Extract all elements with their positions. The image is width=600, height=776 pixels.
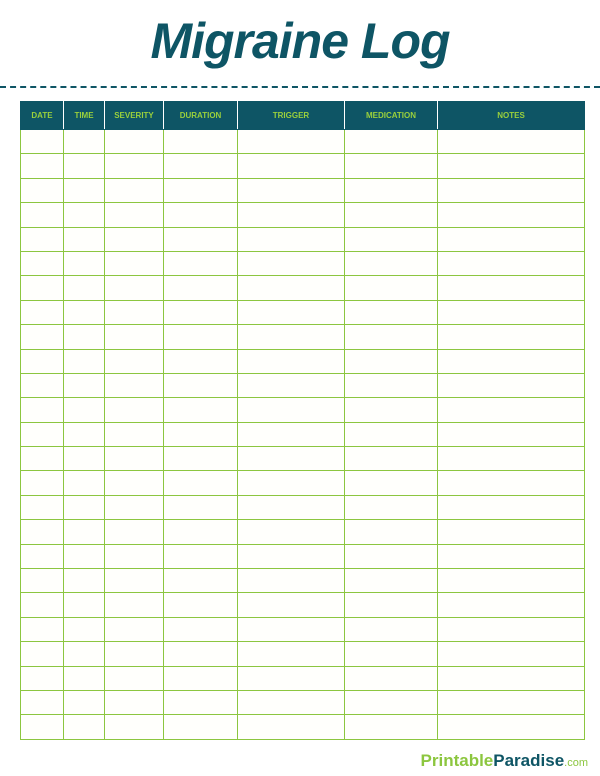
cell-severity[interactable] xyxy=(105,398,164,422)
table-row xyxy=(21,300,585,324)
cell-duration[interactable] xyxy=(164,325,238,349)
table-row xyxy=(21,593,585,617)
cell-trigger[interactable] xyxy=(238,690,345,714)
brand-part-printable: Printable xyxy=(420,751,494,770)
cell-date[interactable] xyxy=(21,154,64,178)
header-row xyxy=(21,102,585,130)
brand-part-paradise: Paradise xyxy=(493,751,565,770)
cell-date[interactable] xyxy=(21,373,64,397)
cell-trigger[interactable] xyxy=(238,715,345,739)
cell-date[interactable] xyxy=(21,471,64,495)
cell-medication[interactable] xyxy=(345,422,438,446)
cell-date[interactable] xyxy=(21,447,64,471)
cell-duration[interactable] xyxy=(164,349,238,373)
column-header-trigger: TRIGGER xyxy=(238,102,345,130)
dashed-divider xyxy=(0,86,600,88)
cell-time[interactable] xyxy=(64,251,105,275)
cell-time[interactable] xyxy=(64,154,105,178)
cell-notes[interactable] xyxy=(438,325,585,349)
cell-date[interactable] xyxy=(21,398,64,422)
cell-time[interactable] xyxy=(64,666,105,690)
cell-trigger[interactable] xyxy=(238,495,345,519)
cell-medication[interactable] xyxy=(345,300,438,324)
table-row xyxy=(21,422,585,446)
cell-notes[interactable] xyxy=(438,251,585,275)
cell-notes[interactable] xyxy=(438,593,585,617)
cell-medication[interactable] xyxy=(345,642,438,666)
cell-notes[interactable] xyxy=(438,276,585,300)
cell-duration[interactable] xyxy=(164,203,238,227)
cell-trigger[interactable] xyxy=(238,178,345,202)
cell-date[interactable] xyxy=(21,422,64,446)
cell-severity[interactable] xyxy=(105,422,164,446)
cell-trigger[interactable] xyxy=(238,251,345,275)
cell-severity[interactable] xyxy=(105,471,164,495)
cell-medication[interactable] xyxy=(345,471,438,495)
cell-notes[interactable] xyxy=(438,130,585,154)
table-row xyxy=(21,495,585,519)
cell-medication[interactable] xyxy=(345,276,438,300)
cell-date[interactable] xyxy=(21,715,64,739)
cell-medication[interactable] xyxy=(345,520,438,544)
cell-duration[interactable] xyxy=(164,715,238,739)
cell-severity[interactable] xyxy=(105,130,164,154)
cell-trigger[interactable] xyxy=(238,520,345,544)
cell-trigger[interactable] xyxy=(238,666,345,690)
cell-time[interactable] xyxy=(64,617,105,641)
table-row xyxy=(21,251,585,275)
cell-notes[interactable] xyxy=(438,471,585,495)
cell-date[interactable] xyxy=(21,569,64,593)
cell-duration[interactable] xyxy=(164,495,238,519)
cell-medication[interactable] xyxy=(345,130,438,154)
cell-trigger[interactable] xyxy=(238,447,345,471)
column-header-duration: DURATION xyxy=(164,102,238,130)
cell-time[interactable] xyxy=(64,715,105,739)
cell-severity[interactable] xyxy=(105,520,164,544)
cell-medication[interactable] xyxy=(345,569,438,593)
cell-duration[interactable] xyxy=(164,422,238,446)
cell-medication[interactable] xyxy=(345,617,438,641)
cell-duration[interactable] xyxy=(164,300,238,324)
cell-medication[interactable] xyxy=(345,227,438,251)
cell-notes[interactable] xyxy=(438,690,585,714)
cell-time[interactable] xyxy=(64,178,105,202)
table-row xyxy=(21,227,585,251)
cell-trigger[interactable] xyxy=(238,154,345,178)
cell-notes[interactable] xyxy=(438,227,585,251)
cell-time[interactable] xyxy=(64,422,105,446)
cell-time[interactable] xyxy=(64,690,105,714)
cell-trigger[interactable] xyxy=(238,544,345,568)
cell-severity[interactable] xyxy=(105,544,164,568)
cell-medication[interactable] xyxy=(345,203,438,227)
cell-medication[interactable] xyxy=(345,178,438,202)
cell-date[interactable] xyxy=(21,349,64,373)
cell-duration[interactable] xyxy=(164,471,238,495)
brand-part-com: .com xyxy=(564,757,588,769)
cell-date[interactable] xyxy=(21,520,64,544)
table-row xyxy=(21,715,585,739)
cell-date[interactable] xyxy=(21,178,64,202)
cell-date[interactable] xyxy=(21,276,64,300)
column-header-date: DATE xyxy=(21,102,64,130)
cell-notes[interactable] xyxy=(438,422,585,446)
cell-severity[interactable] xyxy=(105,715,164,739)
cell-time[interactable] xyxy=(64,300,105,324)
cell-medication[interactable] xyxy=(345,593,438,617)
cell-duration[interactable] xyxy=(164,373,238,397)
cell-notes[interactable] xyxy=(438,617,585,641)
cell-trigger[interactable] xyxy=(238,373,345,397)
cell-date[interactable] xyxy=(21,642,64,666)
cell-date[interactable] xyxy=(21,495,64,519)
table-row xyxy=(21,617,585,641)
cell-date[interactable] xyxy=(21,544,64,568)
cell-date[interactable] xyxy=(21,690,64,714)
cell-severity[interactable] xyxy=(105,642,164,666)
cell-notes[interactable] xyxy=(438,300,585,324)
cell-trigger[interactable] xyxy=(238,300,345,324)
cell-trigger[interactable] xyxy=(238,398,345,422)
cell-severity[interactable] xyxy=(105,154,164,178)
cell-duration[interactable] xyxy=(164,251,238,275)
cell-duration[interactable] xyxy=(164,447,238,471)
cell-time[interactable] xyxy=(64,520,105,544)
cell-severity[interactable] xyxy=(105,495,164,519)
cell-duration[interactable] xyxy=(164,154,238,178)
cell-time[interactable] xyxy=(64,276,105,300)
table-row xyxy=(21,666,585,690)
table-row xyxy=(21,471,585,495)
table-row xyxy=(21,276,585,300)
table-row xyxy=(21,398,585,422)
cell-severity[interactable] xyxy=(105,251,164,275)
cell-medication[interactable] xyxy=(345,495,438,519)
table-row xyxy=(21,349,585,373)
cell-date[interactable] xyxy=(21,325,64,349)
cell-time[interactable] xyxy=(64,447,105,471)
table-row xyxy=(21,690,585,714)
cell-notes[interactable] xyxy=(438,154,585,178)
cell-trigger[interactable] xyxy=(238,349,345,373)
cell-duration[interactable] xyxy=(164,642,238,666)
cell-duration[interactable] xyxy=(164,276,238,300)
cell-medication[interactable] xyxy=(345,398,438,422)
column-header-medication: MEDICATION xyxy=(345,102,438,130)
cell-medication[interactable] xyxy=(345,544,438,568)
cell-duration[interactable] xyxy=(164,178,238,202)
cell-duration[interactable] xyxy=(164,130,238,154)
cell-trigger[interactable] xyxy=(238,227,345,251)
cell-medication[interactable] xyxy=(345,447,438,471)
cell-severity[interactable] xyxy=(105,593,164,617)
cell-date[interactable] xyxy=(21,227,64,251)
cell-medication[interactable] xyxy=(345,373,438,397)
cell-duration[interactable] xyxy=(164,690,238,714)
cell-trigger[interactable] xyxy=(238,130,345,154)
cell-notes[interactable] xyxy=(438,203,585,227)
cell-notes[interactable] xyxy=(438,569,585,593)
cell-date[interactable] xyxy=(21,251,64,275)
column-header-severity: SEVERITY xyxy=(105,102,164,130)
cell-medication[interactable] xyxy=(345,690,438,714)
cell-trigger[interactable] xyxy=(238,422,345,446)
cell-duration[interactable] xyxy=(164,398,238,422)
cell-trigger[interactable] xyxy=(238,471,345,495)
cell-trigger[interactable] xyxy=(238,203,345,227)
table-row xyxy=(21,569,585,593)
cell-time[interactable] xyxy=(64,349,105,373)
cell-time[interactable] xyxy=(64,495,105,519)
cell-notes[interactable] xyxy=(438,373,585,397)
page-title: Migraine Log xyxy=(150,13,450,69)
cell-severity[interactable] xyxy=(105,666,164,690)
cell-severity[interactable] xyxy=(105,227,164,251)
cell-time[interactable] xyxy=(64,569,105,593)
cell-duration[interactable] xyxy=(164,617,238,641)
cell-trigger[interactable] xyxy=(238,617,345,641)
cell-medication[interactable] xyxy=(345,154,438,178)
cell-severity[interactable] xyxy=(105,349,164,373)
cell-duration[interactable] xyxy=(164,593,238,617)
cell-trigger[interactable] xyxy=(238,276,345,300)
cell-medication[interactable] xyxy=(345,251,438,275)
cell-trigger[interactable] xyxy=(238,569,345,593)
cell-severity[interactable] xyxy=(105,447,164,471)
cell-date[interactable] xyxy=(21,300,64,324)
cell-severity[interactable] xyxy=(105,325,164,349)
cell-notes[interactable] xyxy=(438,495,585,519)
cell-time[interactable] xyxy=(64,593,105,617)
cell-date[interactable] xyxy=(21,593,64,617)
cell-time[interactable] xyxy=(64,398,105,422)
migraine-log-table xyxy=(20,101,585,740)
cell-notes[interactable] xyxy=(438,715,585,739)
cell-medication[interactable] xyxy=(345,666,438,690)
brand-logo xyxy=(421,751,588,773)
table-row xyxy=(21,130,585,154)
cell-severity[interactable] xyxy=(105,203,164,227)
cell-severity[interactable] xyxy=(105,300,164,324)
cell-notes[interactable] xyxy=(438,447,585,471)
cell-duration[interactable] xyxy=(164,569,238,593)
log-table-body xyxy=(21,130,585,740)
cell-date[interactable] xyxy=(21,617,64,641)
cell-time[interactable] xyxy=(64,544,105,568)
cell-notes[interactable] xyxy=(438,398,585,422)
cell-notes[interactable] xyxy=(438,642,585,666)
column-header-time: TIME xyxy=(64,102,105,130)
cell-time[interactable] xyxy=(64,130,105,154)
cell-severity[interactable] xyxy=(105,178,164,202)
cell-notes[interactable] xyxy=(438,544,585,568)
cell-time[interactable] xyxy=(64,471,105,495)
cell-date[interactable] xyxy=(21,130,64,154)
cell-trigger[interactable] xyxy=(238,593,345,617)
cell-severity[interactable] xyxy=(105,569,164,593)
cell-date[interactable] xyxy=(21,203,64,227)
cell-trigger[interactable] xyxy=(238,642,345,666)
table-row xyxy=(21,325,585,349)
cell-notes[interactable] xyxy=(438,666,585,690)
cell-severity[interactable] xyxy=(105,276,164,300)
cell-duration[interactable] xyxy=(164,227,238,251)
cell-time[interactable] xyxy=(64,203,105,227)
cell-medication[interactable] xyxy=(345,715,438,739)
cell-duration[interactable] xyxy=(164,666,238,690)
cell-severity[interactable] xyxy=(105,690,164,714)
table-row xyxy=(21,447,585,471)
cell-notes[interactable] xyxy=(438,520,585,544)
column-header-notes: NOTES xyxy=(438,102,585,130)
cell-trigger[interactable] xyxy=(238,325,345,349)
table-row xyxy=(21,520,585,544)
cell-time[interactable] xyxy=(64,373,105,397)
cell-time[interactable] xyxy=(64,227,105,251)
cell-date[interactable] xyxy=(21,666,64,690)
cell-notes[interactable] xyxy=(438,349,585,373)
table-row xyxy=(21,154,585,178)
cell-severity[interactable] xyxy=(105,617,164,641)
cell-duration[interactable] xyxy=(164,520,238,544)
cell-medication[interactable] xyxy=(345,325,438,349)
cell-time[interactable] xyxy=(64,642,105,666)
cell-notes[interactable] xyxy=(438,178,585,202)
cell-medication[interactable] xyxy=(345,349,438,373)
cell-severity[interactable] xyxy=(105,373,164,397)
table-row xyxy=(21,642,585,666)
cell-time[interactable] xyxy=(64,325,105,349)
cell-duration[interactable] xyxy=(164,544,238,568)
table-row xyxy=(21,178,585,202)
table-row xyxy=(21,544,585,568)
table-row xyxy=(21,373,585,397)
table-row xyxy=(21,203,585,227)
